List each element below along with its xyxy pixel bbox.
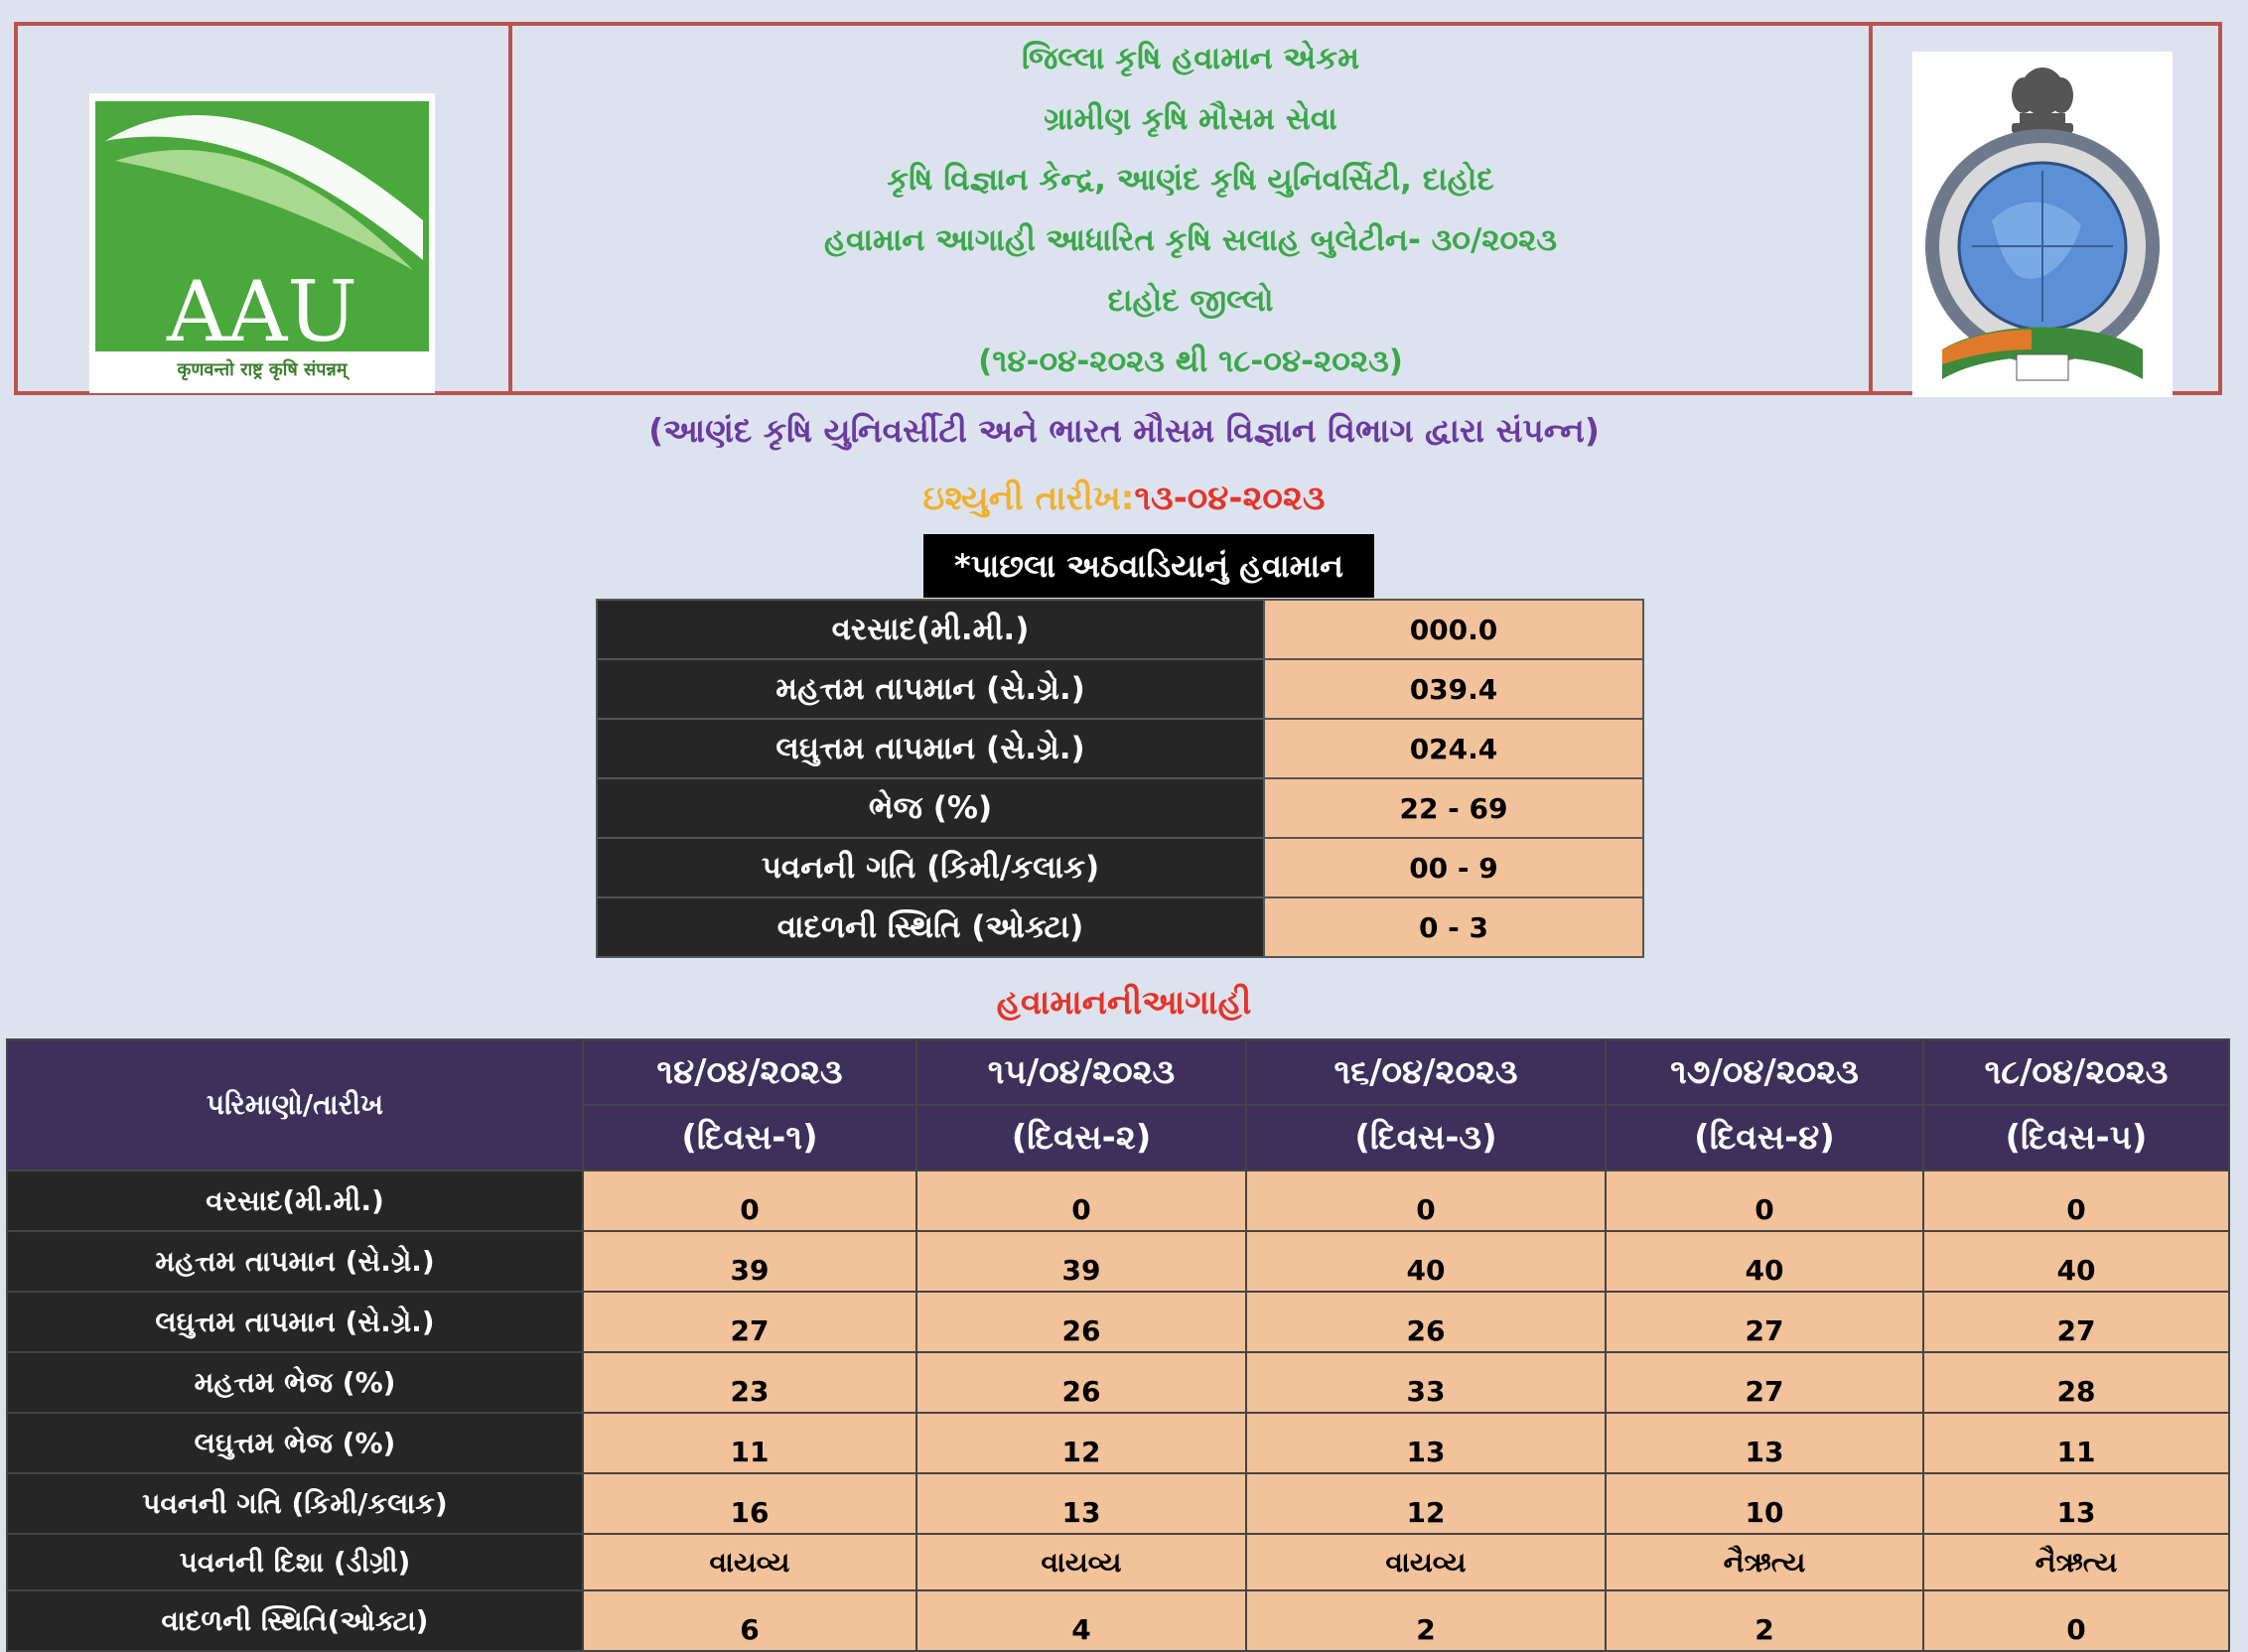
forecast-date-row xyxy=(7,1039,2229,1105)
table-row xyxy=(7,1231,2229,1292)
bulletin-header xyxy=(14,22,2222,395)
forecast-date: ૧૬/૦૪/૨૦૨૩ xyxy=(1246,1039,1606,1105)
forecast-cell: 39 xyxy=(916,1231,1246,1292)
forecast-cell: 16 xyxy=(583,1473,916,1534)
forecast-param-label: મહત્તમ ભેજ (%) xyxy=(7,1352,583,1413)
header-line-period: (૧૪-૦૪-૨૦૨૩ થી ૧૮-૦૪-૨૦૨૩) xyxy=(978,344,1403,379)
forecast-day: (દિવસ-૫) xyxy=(1923,1105,2229,1170)
past-week-label: વરસાદ(મી.મી.) xyxy=(597,600,1264,659)
forecast-cell: 12 xyxy=(916,1413,1246,1473)
aau-logo xyxy=(89,93,435,393)
forecast-cell: 0 xyxy=(1606,1170,1923,1231)
past-week-value: 024.4 xyxy=(1264,719,1643,778)
forecast-cell: 0 xyxy=(1923,1170,2229,1231)
table-row xyxy=(7,1534,2229,1590)
past-week-label: પવનની ગતિ (કિમી/કલાક) xyxy=(597,838,1264,897)
past-week-value: 000.0 xyxy=(1264,600,1643,659)
forecast-date: ૧૮/૦૪/૨૦૨૩ xyxy=(1923,1039,2229,1105)
forecast-cell: 27 xyxy=(1923,1292,2229,1352)
aau-logo-text: AAU xyxy=(166,263,358,351)
forecast-cell: 13 xyxy=(1923,1473,2229,1534)
forecast-cell: વાયવ્ય xyxy=(1246,1534,1606,1590)
aau-logo-emblem xyxy=(95,101,429,351)
forecast-cell: 27 xyxy=(583,1292,916,1352)
forecast-cell: 40 xyxy=(1923,1231,2229,1292)
forecast-cell: 2 xyxy=(1246,1590,1606,1651)
forecast-cell: 23 xyxy=(583,1352,916,1413)
table-row xyxy=(597,778,1643,838)
forecast-cell: 13 xyxy=(916,1473,1246,1534)
forecast-date: ૧૭/૦૪/૨૦૨૩ xyxy=(1606,1039,1923,1105)
forecast-title: હવામાનનીઆગાહી xyxy=(996,983,1252,1023)
forecast-day: (દિવસ-૪) xyxy=(1606,1105,1923,1170)
forecast-cell: 2 xyxy=(1606,1590,1923,1651)
forecast-param-label: વરસાદ(મી.મી.) xyxy=(7,1170,583,1231)
forecast-cell: 0 xyxy=(583,1170,916,1231)
table-row xyxy=(597,838,1643,897)
forecast-cell: 40 xyxy=(1606,1231,1923,1292)
forecast-table xyxy=(6,1038,2230,1652)
bulletin-subtitle: (આણંદ કૃષિ યુનિવર્સીટી અને ભારત મૌસમ વિજ્ઞાન વિભાગ દ્વારા સંપન્ન) xyxy=(648,411,1600,450)
table-row xyxy=(7,1170,2229,1231)
header-left-cell xyxy=(18,26,512,391)
forecast-cell: 26 xyxy=(916,1292,1246,1352)
table-row xyxy=(7,1292,2229,1352)
issue-date-line xyxy=(0,475,2248,522)
forecast-param-label: લઘુત્તમ તાપમાન (સે.ગ્રે.) xyxy=(7,1292,583,1352)
forecast-cell: 26 xyxy=(916,1352,1246,1413)
table-row xyxy=(597,600,1643,659)
forecast-date: ૧૫/૦૪/૨૦૨૩ xyxy=(916,1039,1246,1105)
past-week-value: 0 - 3 xyxy=(1264,897,1643,957)
forecast-cell: 26 xyxy=(1246,1292,1606,1352)
past-week-value: 039.4 xyxy=(1264,659,1643,719)
forecast-cell: 4 xyxy=(916,1590,1246,1651)
forecast-cell: 13 xyxy=(1606,1413,1923,1473)
issue-date-label: ઇશ્યુની તારીખ: xyxy=(922,479,1135,518)
header-line-institute: કૃષિ વિજ્ઞાન કેન્દ્ર, આણંદ કૃષિ યુનિવર્સિટી, દાહોદ xyxy=(887,162,1494,198)
past-week-value: 00 - 9 xyxy=(1264,838,1643,897)
forecast-cell: 0 xyxy=(1923,1590,2229,1651)
forecast-cell: વાયવ્ય xyxy=(916,1534,1246,1590)
forecast-cell: નૈઋત્ય xyxy=(1923,1534,2229,1590)
issue-date-value: ૧૩-૦૪-૨૦૨૩ xyxy=(1134,479,1326,518)
forecast-cell: 13 xyxy=(1246,1413,1606,1473)
forecast-cell: 28 xyxy=(1923,1352,2229,1413)
forecast-day: (દિવસ-૧) xyxy=(583,1105,916,1170)
header-title-block xyxy=(512,26,1873,391)
forecast-cell: 40 xyxy=(1246,1231,1606,1292)
forecast-cell: 0 xyxy=(1246,1170,1606,1231)
forecast-cell: વાયવ્ય xyxy=(583,1534,916,1590)
forecast-cell: 27 xyxy=(1606,1292,1923,1352)
header-line-bulletin: હવામાન આગાહી આધારિત કૃષિ સલાહ બુલેટીન- ૩૦/૨૦૨૩ xyxy=(824,222,1557,258)
forecast-cell: 10 xyxy=(1606,1473,1923,1534)
forecast-cell: 12 xyxy=(1246,1473,1606,1534)
forecast-cell: નૈઋત્ય xyxy=(1606,1534,1923,1590)
table-row xyxy=(7,1473,2229,1534)
table-row xyxy=(7,1352,2229,1413)
past-week-table xyxy=(596,599,1644,958)
forecast-cell: 39 xyxy=(583,1231,916,1292)
forecast-param-label: મહત્તમ તાપમાન (સે.ગ્રે.) xyxy=(7,1231,583,1292)
table-row xyxy=(7,1590,2229,1651)
past-week-label: વાદળની સ્થિતિ (ઓક્ટા) xyxy=(597,897,1264,957)
forecast-day: (દિવસ-૩) xyxy=(1246,1105,1606,1170)
forecast-cell: 0 xyxy=(916,1170,1246,1231)
past-week-value: 22 - 69 xyxy=(1264,778,1643,838)
imd-emblem-icon xyxy=(1912,52,2173,397)
table-row xyxy=(597,659,1643,719)
forecast-cell: 27 xyxy=(1606,1352,1923,1413)
forecast-cell: 11 xyxy=(1923,1413,2229,1473)
header-line-service: ગ્રામીણ કૃષિ મૌસમ સેવા xyxy=(1044,101,1337,137)
forecast-cell: 6 xyxy=(583,1590,916,1651)
table-row xyxy=(597,719,1643,778)
header-line-unit: જિલ્લા કૃષિ હવામાન એકમ xyxy=(1021,41,1360,76)
forecast-cell: 33 xyxy=(1246,1352,1606,1413)
past-week-label: લઘુત્તમ તાપમાન (સે.ગ્રે.) xyxy=(597,719,1264,778)
imd-logo xyxy=(1912,52,2173,397)
past-week-label: ભેજ (%) xyxy=(597,778,1264,838)
table-row xyxy=(597,897,1643,957)
header-right-cell xyxy=(1873,26,2218,391)
past-week-title: *પાછલા અઠવાડિયાનું હવામાન xyxy=(923,534,1374,598)
forecast-date: ૧૪/૦૪/૨૦૨૩ xyxy=(583,1039,916,1105)
past-week-label: મહત્તમ તાપમાન (સે.ગ્રે.) xyxy=(597,659,1264,719)
forecast-cell: 11 xyxy=(583,1413,916,1473)
header-line-district: દાહોદ જીલ્લો xyxy=(1107,283,1274,319)
forecast-param-label: વાદળની સ્થિતિ(ઓક્ટા) xyxy=(7,1590,583,1651)
forecast-day: (દિવસ-૨) xyxy=(916,1105,1246,1170)
forecast-param-label: પવનની ગતિ (કિમી/કલાક) xyxy=(7,1473,583,1534)
param-date-header: પરિમાણો/તારીખ xyxy=(7,1039,583,1170)
forecast-param-label: પવનની દિશા (ડીગ્રી) xyxy=(7,1534,583,1590)
table-row xyxy=(7,1413,2229,1473)
aau-motto: कृणवन्तो राष्ट्र कृषि संपन्नम् xyxy=(177,359,348,380)
forecast-param-label: લઘુત્તમ ભેજ (%) xyxy=(7,1413,583,1473)
